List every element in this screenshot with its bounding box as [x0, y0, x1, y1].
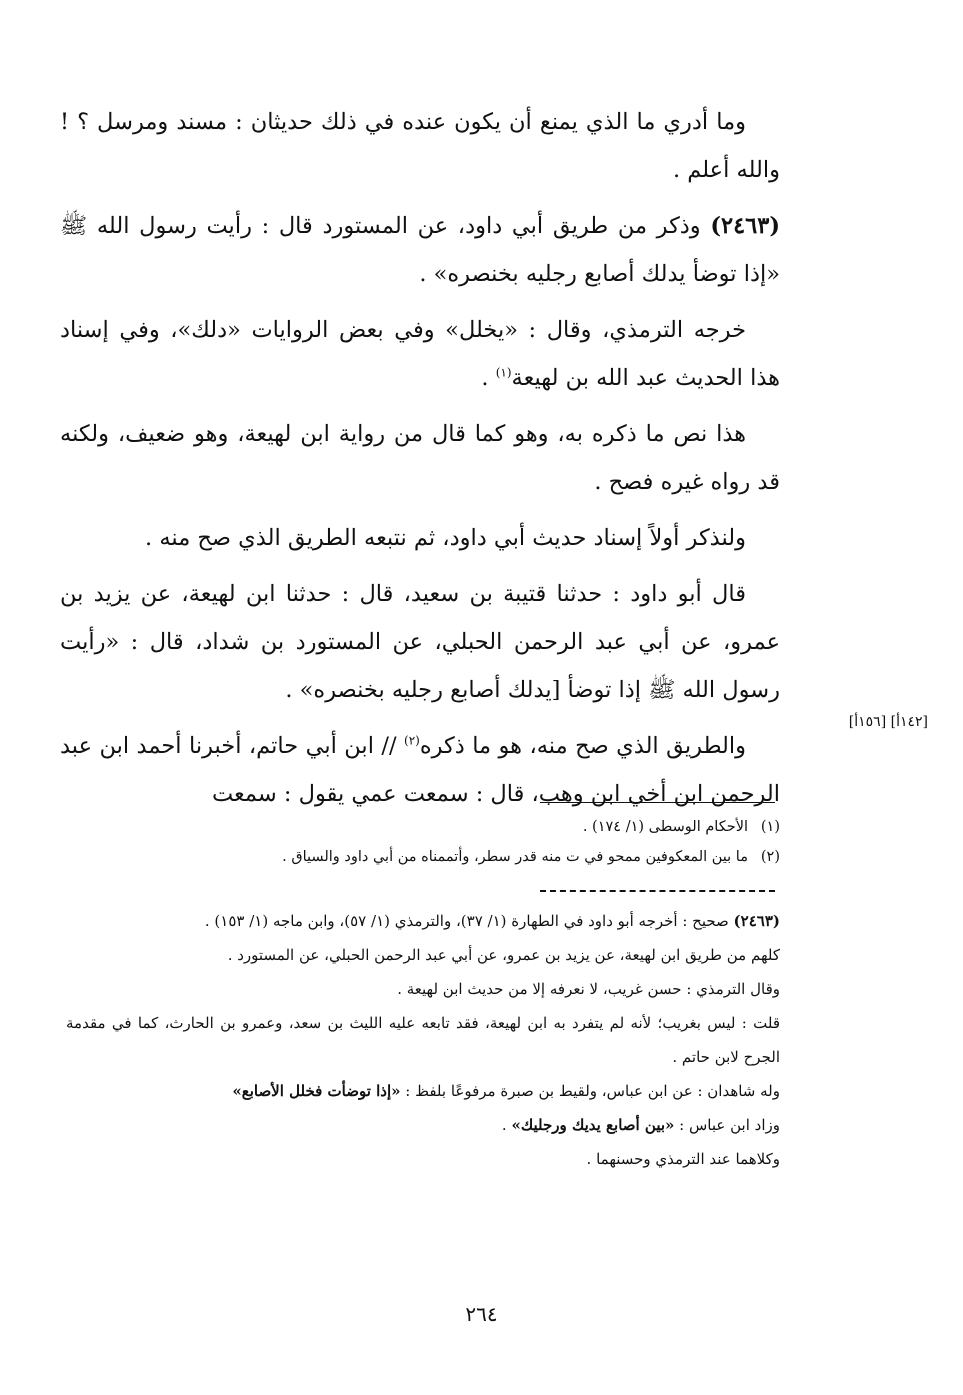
manuscript-folio-note: [١٤٢أ] [١٥٦أ] [848, 714, 928, 730]
hadith-number: (٢٤٦٣) [710, 213, 780, 239]
note-2463: (٢٤٦٣) صحيح : أخرجه أبو داود في الطهارة (١/ ٣٧)، والترمذي (١/ ٥٧)، وابن ماجه (١/ ١٥٣) . [204, 912, 780, 930]
footnotes [250, 812, 780, 872]
notes-separator [540, 890, 775, 892]
note-line: كلهم من طريق ابن لهيعة، عن يزيد بن عمرو، عن أبي عبد الرحمن الحبلي، عن المستورد . [227, 946, 780, 964]
note-line: وله شاهدان : عن ابن عباس، ولقيط بن صبرة مرفوعًا بلفظ : «إذا توضأت فخلل الأصابع» [232, 1082, 780, 1100]
note-line: وزاد ابن عباس : «بين أصابع يديك ورجليك» . [501, 1116, 780, 1134]
footnote-1: (١)الأحكام الوسطى (١/ ١٧٤) . [582, 819, 780, 835]
main-text [60, 98, 780, 826]
footnote-2: (٢)ما بين المعكوفين ممحو في ت منه قدر سطر، وأتممناه من أبي داود والسياق . [282, 849, 780, 865]
footnote-ref-2: (٢) [404, 733, 420, 748]
paragraph-1: وما أدري ما الذي يمنع أن يكون عنده في ذلك حديثان : مسند ومرسل ؟ ! والله أعلم . [60, 109, 780, 183]
paragraph-6: قال أبو داود : حدثنا قتيبة بن سعيد، قال : حدثنا ابن لهيعة، عن يزيد بن عمرو، عن أبي عبد الرحمن الحبلي، عن المستورد بن شداد، قال : «رأيت رسول الله ﷺ إذا توضأ [يدلك أصابع رجليه بخنصره» . [60, 581, 780, 703]
note-number: (٢٤٦٣) [733, 912, 780, 930]
takhrij-notes [66, 904, 780, 1176]
page-number: ٢٦٤ [465, 1302, 498, 1326]
note-line: قلت : ليس بغريب؛ لأنه لم يتفرد به ابن لهيعة، فقد تابعه عليه الليث بن سعد، وعمرو بن الحارث، كما في مقدمة الجرح لابن حاتم . [66, 1014, 780, 1066]
paragraph-4: هذا نص ما ذكره به، وهو كما قال من رواية ابن لهيعة، وهو ضعيف، ولكنه قد رواه غيره فصح . [60, 421, 780, 495]
paragraph-5: ولنذكر أولاً إسناد حديث أبي داود، ثم نتبعه الطريق الذي صح منه . [145, 525, 746, 551]
paragraph-2463: (٢٤٦٣) وذكر من طريق أبي داود، عن المستورد قال : رأيت رسول الله ﷺ «إذا توضأ يدلك أصابع رجليه بخنصره» . [60, 213, 780, 287]
note-line: وكلاهما عند الترمذي وحسنهما . [586, 1150, 780, 1168]
note-line: وقال الترمذي : حسن غريب، لا نعرفه إلا من حديث ابن لهيعة . [397, 980, 780, 998]
paragraph-7: والطريق الذي صح منه، هو ما ذكره$^{(٢)}$ // ابن أبي حاتم، أخبرنا أحمد ابن عبد الرحمن ابن أخي ابن وهب، قال : سمعت عمي يقول : سمعت [60, 733, 780, 807]
footnote-separator [540, 802, 775, 803]
footnote-ref-1: (١) [495, 365, 512, 380]
paragraph-3: خرجه الترمذي، وقال : «يخلل» وفي بعض الروايات «دلك»، وفي إسناد هذا الحديث عبد الله بن لهيعة$^{(١)}$ . [60, 317, 780, 391]
